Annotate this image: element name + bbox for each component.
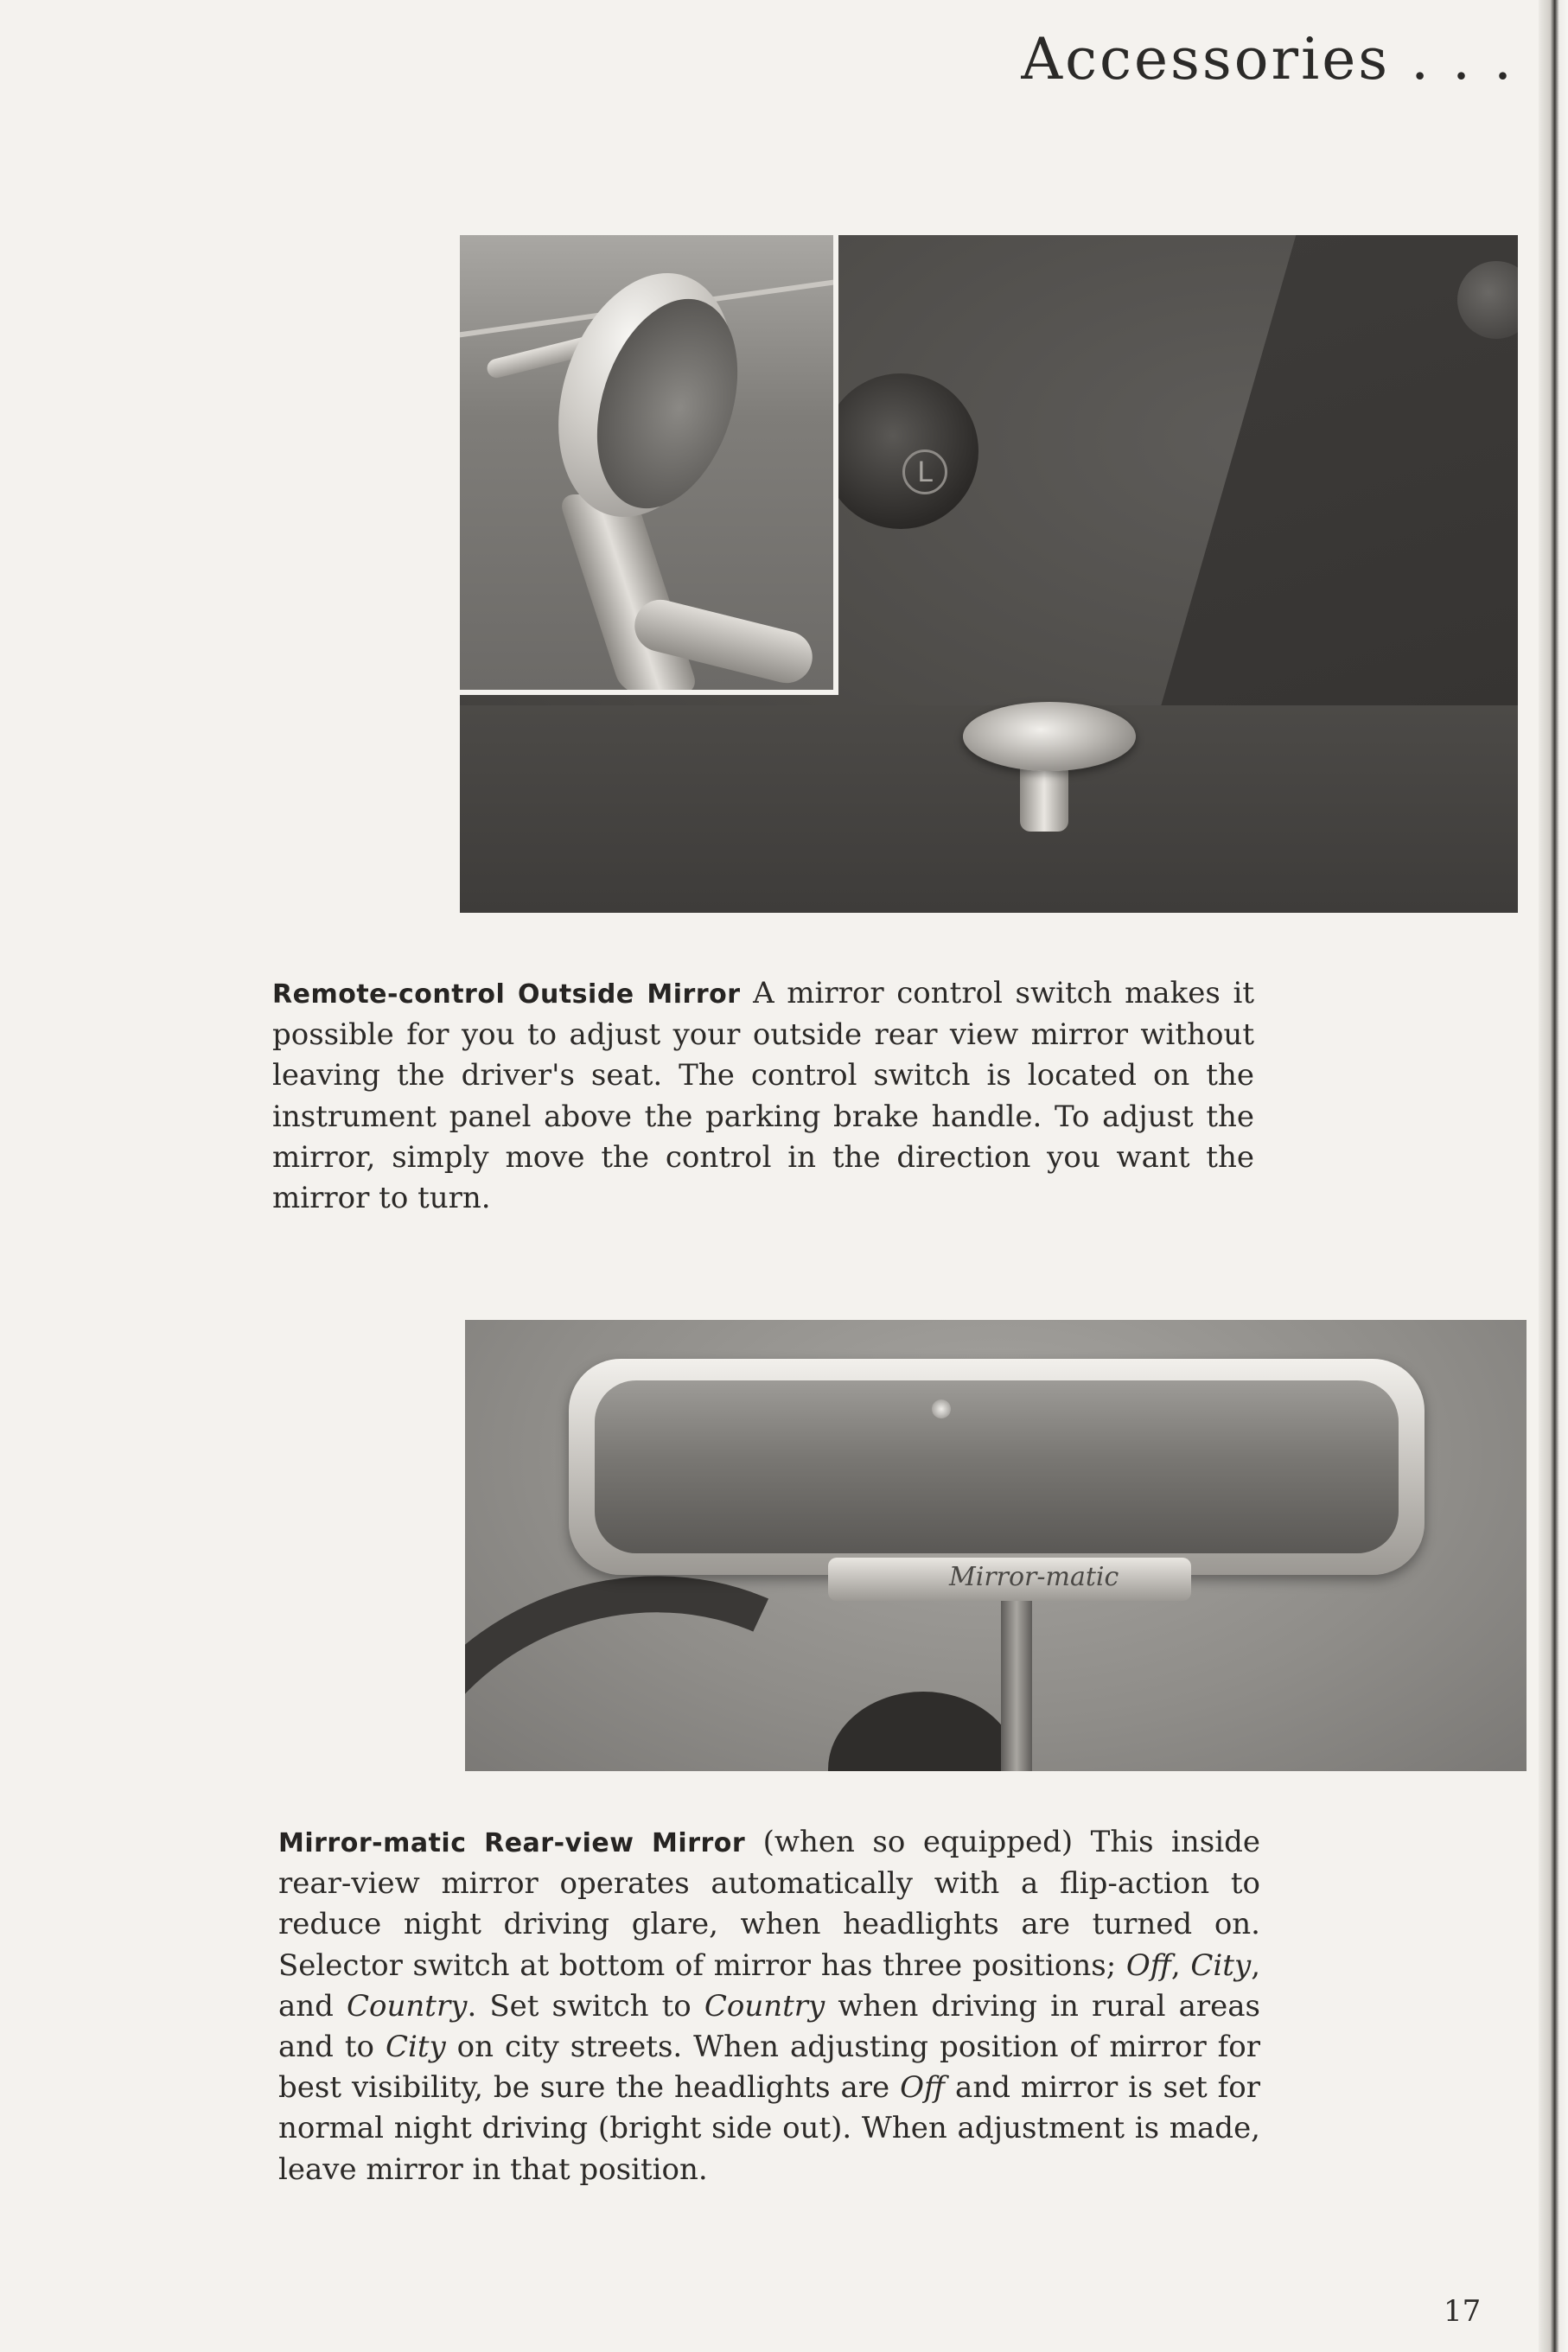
- remote-mirror-text: A mirror control switch makes it possible for you to adjust your outside rear view mirror without leaving the driver's seat. The control switch is located on the instrument panel above the parking brake handle. To adjust the mirror, simply move the control in the direction you want the mirror to turn.: [272, 976, 1254, 1216]
- knob-letter: L: [902, 449, 947, 494]
- country-term: Country: [347, 1988, 468, 2024]
- mirror-matic-text-2: . Set switch to: [467, 1988, 704, 2024]
- mirror-script-label: Mirror-matic: [949, 1562, 1119, 1592]
- mirror-matic-caption: [278, 1822, 1260, 2190]
- mirror-matic-heading: Mirror-matic Rear-view Mirror: [278, 1828, 746, 1858]
- city-term: City: [1190, 1947, 1252, 1983]
- mirror-matic-text-3: when driving in rural areas and to: [278, 1988, 1260, 2065]
- mirror-stem: [1001, 1601, 1032, 1771]
- mirror-matic-text-5: and mirror is set for normal night driving (bright side out). When adjustment is made, leave mirror in that position.: [278, 2070, 1260, 2187]
- mirror-base: [558, 494, 700, 693]
- rear-view-mirror-photo: [465, 1320, 1527, 1771]
- outside-mirror-inset-photo: [460, 235, 838, 695]
- sep-1: ,: [1170, 1947, 1191, 1983]
- remote-mirror-switch-photo: [460, 235, 1518, 913]
- mirror-matic-text-1: (when so equipped) This inside rear-view mirror operates automatically with a flip-action to reduce night driving glare, when headlights are turned on. Selector switch at bottom of mirror has three positions;: [278, 1825, 1260, 1983]
- mirror-control-switch: [963, 702, 1136, 771]
- page-number: 17: [1444, 2294, 1482, 2329]
- remote-mirror-caption: [272, 973, 1254, 1219]
- page-header-title: Accessories . . .: [1021, 26, 1514, 92]
- off-term-2: Off: [900, 2070, 946, 2106]
- remote-mirror-heading: Remote-control Outside Mirror: [272, 979, 741, 1010]
- mirror-matic-text-4: on city streets. When adjusting position of mirror for best visibility, be sure the headlights are: [278, 2030, 1260, 2106]
- page-edge: [1539, 0, 1568, 2352]
- off-term: Off: [1125, 1947, 1171, 1983]
- rear-view-mirror-glass: [595, 1380, 1399, 1553]
- lights-knob: [823, 373, 978, 529]
- mirror-screw: [932, 1399, 951, 1418]
- city-term-2: City: [385, 2030, 446, 2065]
- country-term-2: Country: [704, 1988, 825, 2024]
- sep-2: , and: [278, 1947, 1260, 2024]
